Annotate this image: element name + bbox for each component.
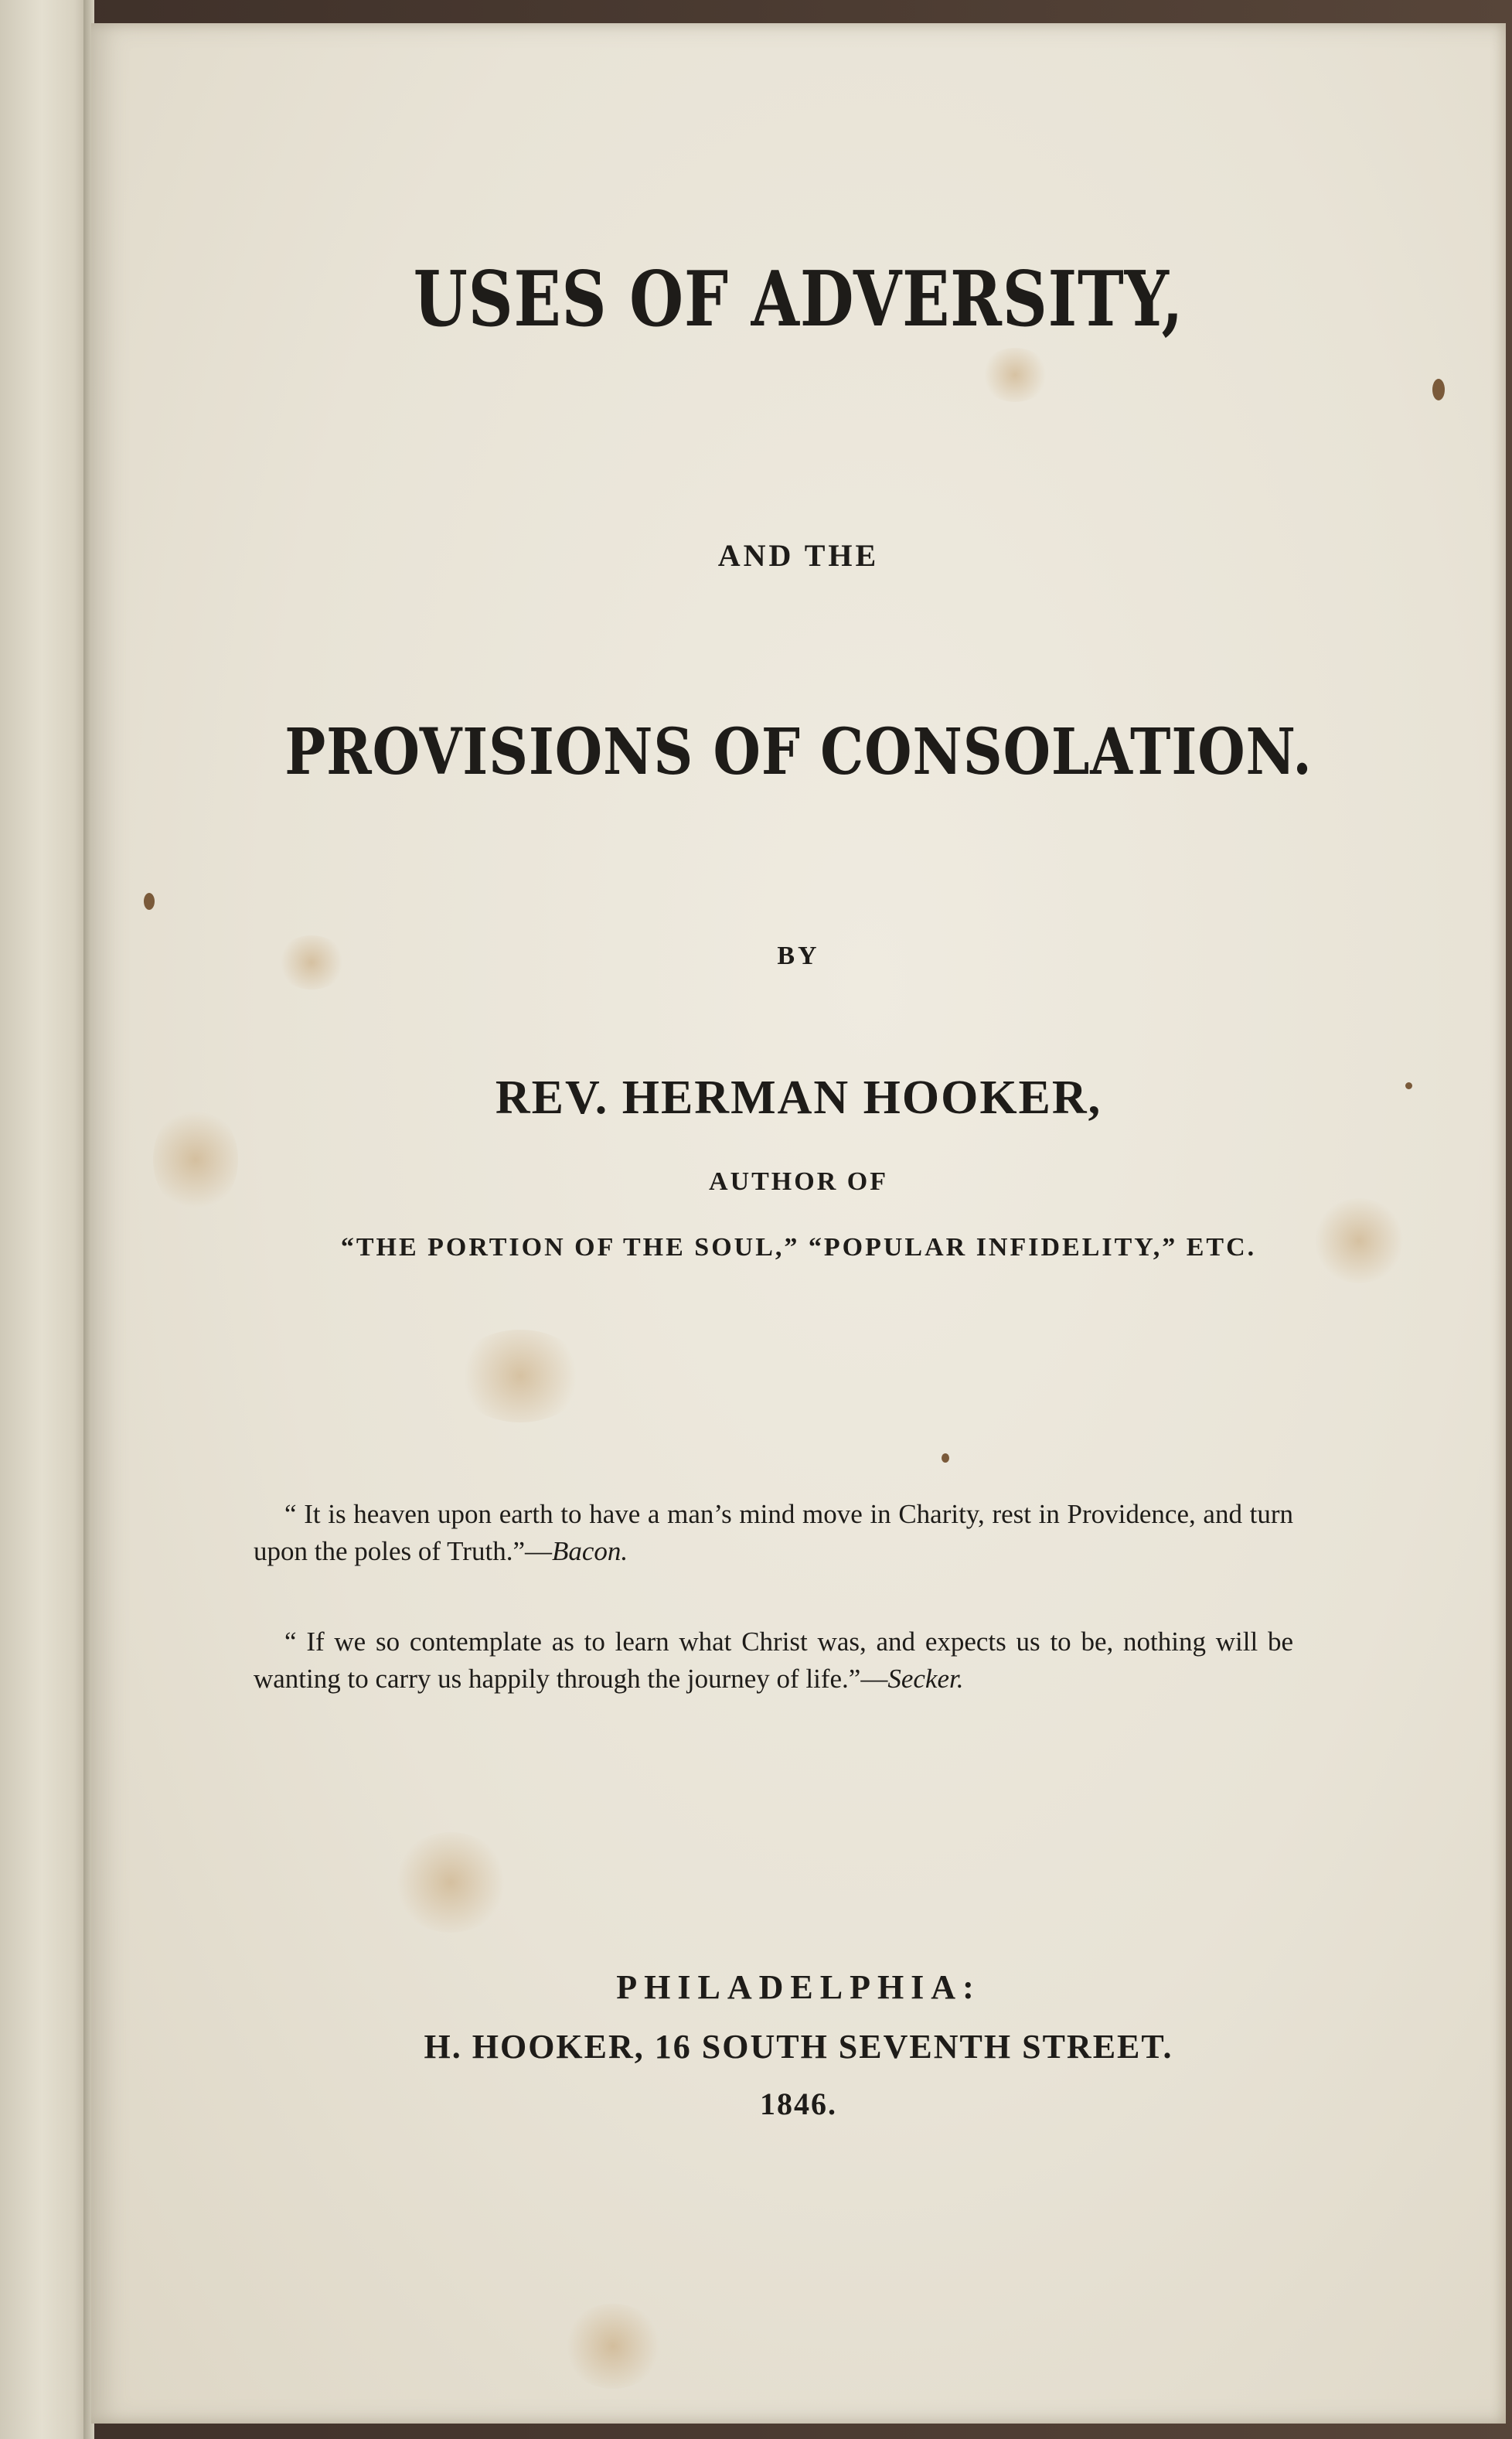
ink-speck — [144, 893, 155, 910]
book-title: USES OF ADVERSITY, — [413, 255, 1184, 344]
foxing-stain — [980, 348, 1050, 402]
epigraph-text: “ It is heaven upon earth to have a man’s mind move in Charity, rest in Providence, and turn upon the poles of Truth.”— — [254, 1499, 1293, 1566]
title-page — [91, 23, 1506, 2424]
epigraph-bacon — [254, 1496, 1293, 1570]
ink-speck — [942, 1453, 949, 1463]
epigraph-secker — [254, 1623, 1293, 1698]
imprint-year: 1846. — [760, 2086, 837, 2121]
author-name: REV. HERMAN HOOKER, — [495, 1071, 1102, 1124]
author-of-label: AUTHOR OF — [709, 1167, 888, 1196]
epigraph-attribution: Secker. — [887, 1664, 964, 1694]
imprint-publisher: H. HOOKER, 16 SOUTH SEVENTH STREET. — [424, 2028, 1173, 2066]
title-connector: AND THE — [717, 538, 880, 573]
facing-page-edge — [0, 0, 93, 2439]
epigraph-text: “ If we so contemplate as to learn what Christ was, and expects us to be, nothing will be wanting to carry us happily through the journey of life.”— — [254, 1627, 1293, 1694]
foxing-stain — [563, 2304, 663, 2389]
other-works-list: “THE PORTION OF THE SOUL,” “POPULAR INFIDELITY,” ETC. — [340, 1233, 1257, 1262]
foxing-stain — [393, 1832, 509, 1933]
foxing-stain — [455, 1330, 586, 1422]
epigraph-attribution: Bacon. — [551, 1536, 628, 1566]
book-subtitle: PROVISIONS OF CONSOLATION. — [284, 715, 1313, 789]
ink-speck — [1432, 379, 1445, 400]
byline-label: BY — [777, 942, 820, 970]
imprint-city: PHILADELPHIA: — [616, 1968, 981, 2006]
